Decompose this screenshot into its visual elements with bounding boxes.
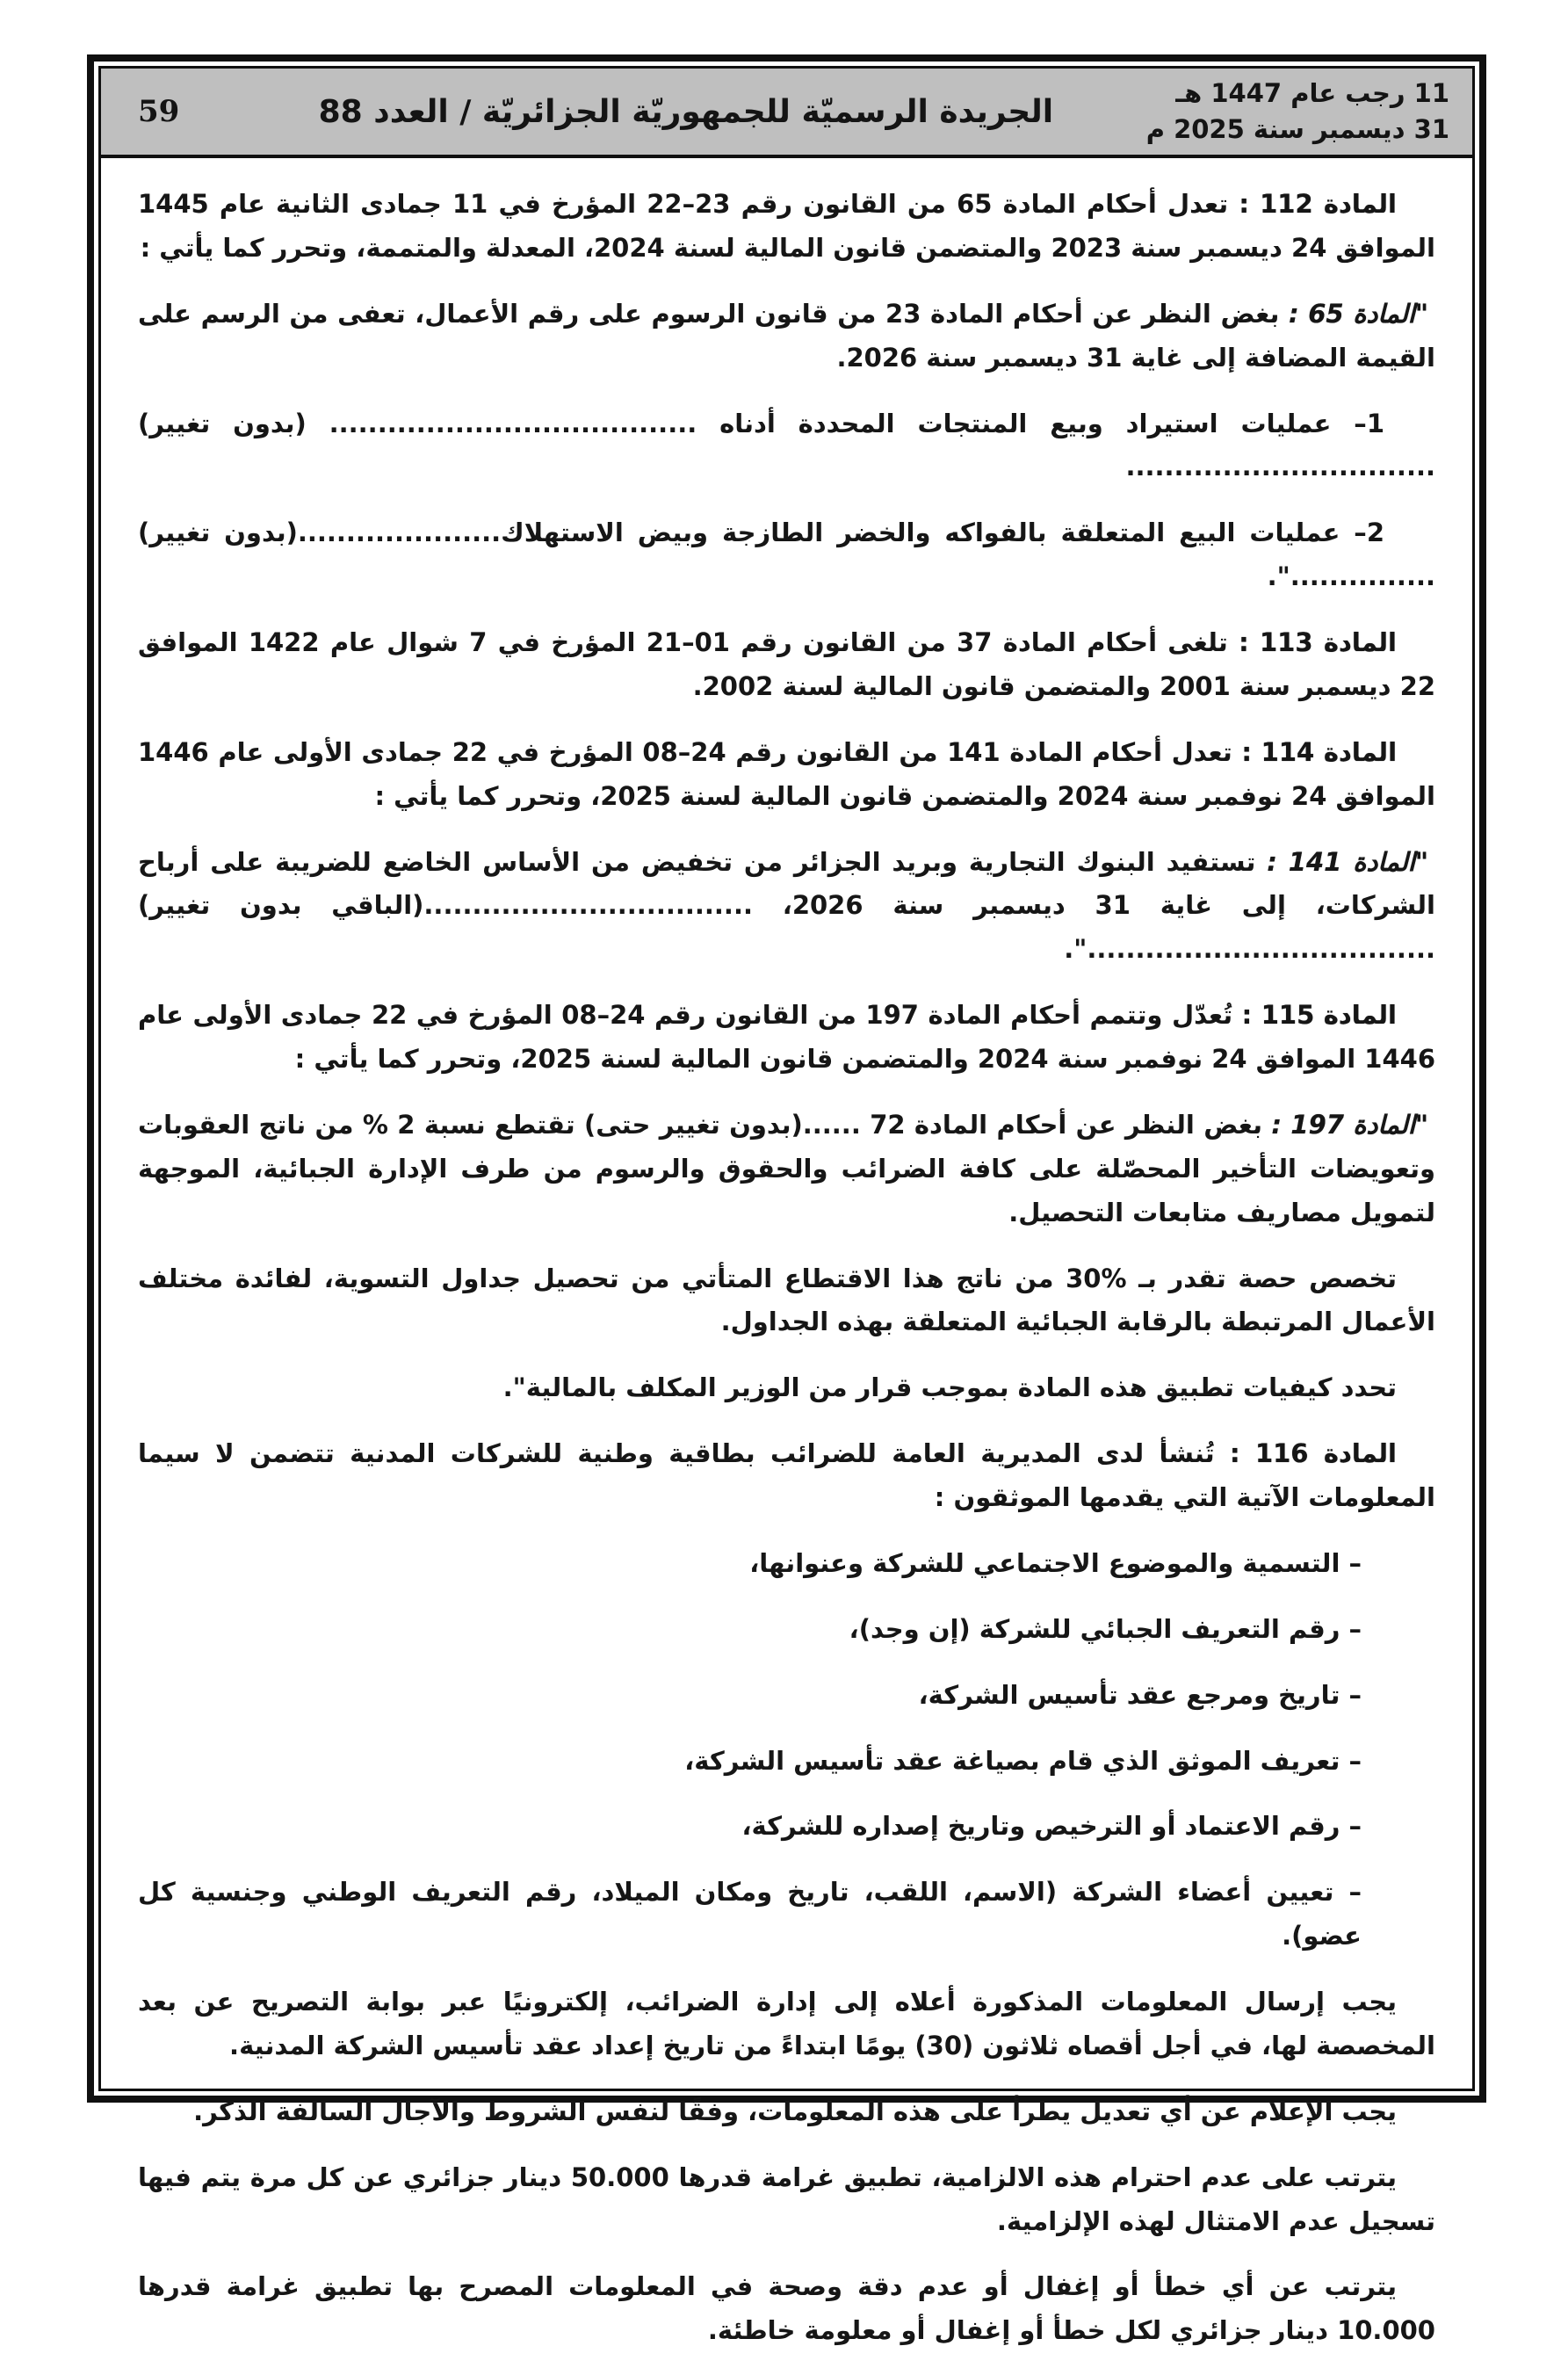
paragraph-minister-decree: [138, 1366, 1435, 1410]
paragraph-minister-decree-text: تحدد كيفيات تطبيق هذه المادة بموجب قرار من الوزير المكلف بالمالية".: [502, 1372, 1397, 1403]
article-197-text: بغض النظر عن أحكام المادة 72 ......(بدون تغيير حتى) تقتطع نسبة 2 % من ناتج العقوبات وتعويضات التأخير المحصّلة على كافة الضرائب والحقوق والرسوم من طرف الإدارة الجبائية، الموجهة لتمويل مصاريف متابعات التحصيل.: [138, 1109, 1435, 1227]
bullet-item-text: – تاريخ ومرجع عقد تأسيس الشركة،: [918, 1679, 1362, 1710]
article-65-text: بغض النظر عن أحكام المادة 23 من قانون الرسوم على رقم الأعمال، تعفى من الرسم على القيمة المضافة إلى غاية 31 ديسمبر سنة 2026.: [138, 298, 1435, 373]
gazette-sheet: [87, 54, 1486, 2346]
paragraph-modification-notice-text: يجب الإعلام عن أي تعديل يطرأ على هذه المعلومات، وفقًا لنفس الشروط والآجال السالفة الذكر.: [193, 2096, 1397, 2126]
date-gregorian: 31 ديسمبر سنة 2025 م: [1145, 114, 1449, 144]
article-113-text: تلغى أحكام المادة 37 من القانون رقم 01–21 المؤرخ في 7 شوال عام 1422 الموافق 22 ديسمبر سنة 2001 والمتضمن قانون المالية لسنة 2002.: [138, 627, 1435, 701]
numbered-item-1-text: 1– عمليات استيراد وبيع المنتجات المحددة أدناه ...................................... (بدون تغيير) ................................: [138, 408, 1435, 482]
article-116-label: المادة 116 :: [1230, 1438, 1397, 1469]
bullet-item-license-number: [138, 1805, 1435, 1849]
article-197-label: "المادة 197 :: [1271, 1109, 1429, 1140]
paragraph-article-141-quote: [138, 841, 1435, 973]
paragraph-30-percent: [138, 1257, 1435, 1345]
numbered-item-2: [138, 511, 1435, 599]
paragraph-article-116: [138, 1432, 1435, 1520]
bullet-item-founding-act: [138, 1674, 1435, 1718]
article-113-label: المادة 113 :: [1239, 627, 1397, 657]
bullet-item-text: – رقم التعريف الجبائي للشركة (إن وجد)،: [849, 1613, 1362, 1644]
paragraph-fine-50000: [138, 2156, 1435, 2244]
paragraph-article-65-quote: [138, 293, 1435, 380]
paragraph-article-115: [138, 994, 1435, 1082]
paragraph-electronic-submission: [138, 1980, 1435, 2068]
article-116-text: تُنشأ لدى المديرية العامة للضرائب بطاقية وطنية للشركات المدنية تتضمن لا سيما المعلومات الآتية التي يقدمها الموثقون :: [138, 1438, 1435, 1512]
paragraph-article-113: [138, 621, 1435, 709]
numbered-item-2-text: 2– عمليات البيع المتعلقة بالفواكه والخضر الطازجة وبيض الاستهلاك.....................(بدون تغيير) ...............".: [138, 518, 1435, 592]
article-141-text: تستفيد البنوك التجارية وبريد الجزائر من تخفيض من الأساس الخاضع للضريبة على أرباح الشركات، إلى غاية 31 ديسمبر سنة 2026، ..................................(الباقي بدون تغيير) ....................................".: [138, 846, 1435, 965]
paragraph-fine-10000-text: يترتب عن أي خطأ أو إغفال أو عدم دقة وصحة في المعلومات المصرح بها تطبيق غرامة قدرها 10.000 دينار جزائري لكل خطأ أو إغفال أو معلومة خاطئة.: [138, 2271, 1435, 2346]
article-114-label: المادة 114 :: [1241, 736, 1398, 767]
header-band: [101, 69, 1472, 158]
bullet-item-text: – تعريف الموثق الذي قام بصياغة عقد تأسيس الشركة،: [684, 1745, 1362, 1776]
paragraph-article-197-quote: [138, 1104, 1435, 1235]
paragraph-article-114: [138, 731, 1435, 819]
date-hijri: 11 رجب عام 1447 هـ: [1175, 78, 1449, 109]
bullet-item-text: – تعيين أعضاء الشركة (الاسم، اللقب، تاريخ ومكان الميلاد، رقم التعريف الوطني وجنسية كل عضو).: [138, 1877, 1362, 1951]
bullet-item-text: – رقم الاعتماد أو الترخيص وتاريخ إصداره للشركة،: [741, 1811, 1362, 1842]
article-65-label: "المادة 65 :: [1289, 298, 1428, 329]
bullet-item-text: – التسمية والموضوع الاجتماعي للشركة وعنوانها،: [749, 1547, 1362, 1578]
paragraph-electronic-submission-text: يجب إرسال المعلومات المذكورة أعلاه إلى إدارة الضرائب، إلكترونيًا عبر بوابة التصريح عن بعد المخصصة لها، في أجل أقصاه ثلاثون (30) يومًا ابتداءً من تاريخ إعداد عقد تأسيس الشركة المدنية.: [138, 1987, 1435, 2060]
content-area: [101, 158, 1472, 2375]
gazette-inner-frame: [98, 66, 1475, 2346]
bullet-item-members: [138, 1871, 1435, 1959]
paragraph-fine-50000-text: يترتب على عدم احترام هذه الالزامية، تطبيق غرامة قدرها 50.000 دينار جزائري عن كل مرة يتم فيها تسجيل عدم الامتثال لهذه الإلزامية.: [138, 2161, 1435, 2236]
paragraph-30-percent-text: تخصص حصة تقدر بـ %30 من ناتج هذا الاقتطاع المتأتي من تحصيل جداول التسوية، لفائدة مختلف الأعمال المرتبطة بالرقابة الجبائية المتعلقة بهذه الجداول.: [138, 1263, 1435, 1337]
issue-dates: [1146, 76, 1449, 147]
journal-title: الجريدة الرسميّة للجمهوريّة الجزائريّة / العدد 88: [318, 93, 1054, 130]
bullet-item-tax-id: [138, 1608, 1435, 1652]
article-115-text: تُعدّل وتتمم أحكام المادة 197 من القانون رقم 24–08 المؤرخ في 22 جمادى الأولى عام 1446 الموافق 24 نوفمبر سنة 2024 والمتضمن قانون المالية لسنة 2025، وتحرر كما يأتي :: [138, 1000, 1435, 1074]
article-112-label: المادة 112 :: [1239, 189, 1397, 219]
article-114-text: تعدل أحكام المادة 141 من القانون رقم 24–08 المؤرخ في 22 جمادى الأولى عام 1446 الموافق 24 نوفمبر سنة 2024 والمتضمن قانون المالية لسنة 2025، وتحرر كما يأتي :: [138, 736, 1435, 811]
page-number: 59: [138, 94, 180, 129]
bullet-item-notary-id: [138, 1740, 1435, 1784]
paragraph-fine-10000: [138, 2265, 1435, 2353]
article-112-text: تعدل أحكام المادة 65 من القانون رقم 23–22 المؤرخ في 11 جمادى الثانية عام 1445 الموافق 24 ديسمبر سنة 2023 والمتضمن قانون المالية لسنة 2024، المعدلة والمتممة، وتحرر كما يأتي :: [138, 189, 1435, 263]
numbered-item-1: [138, 402, 1435, 490]
paragraph-article-112: [138, 183, 1435, 271]
bullet-item-denomination: [138, 1542, 1435, 1586]
article-141-label: "المادة 141 :: [1267, 846, 1428, 877]
paragraph-modification-notice: [138, 2090, 1435, 2134]
article-115-label: المادة 115 :: [1241, 1000, 1397, 1031]
